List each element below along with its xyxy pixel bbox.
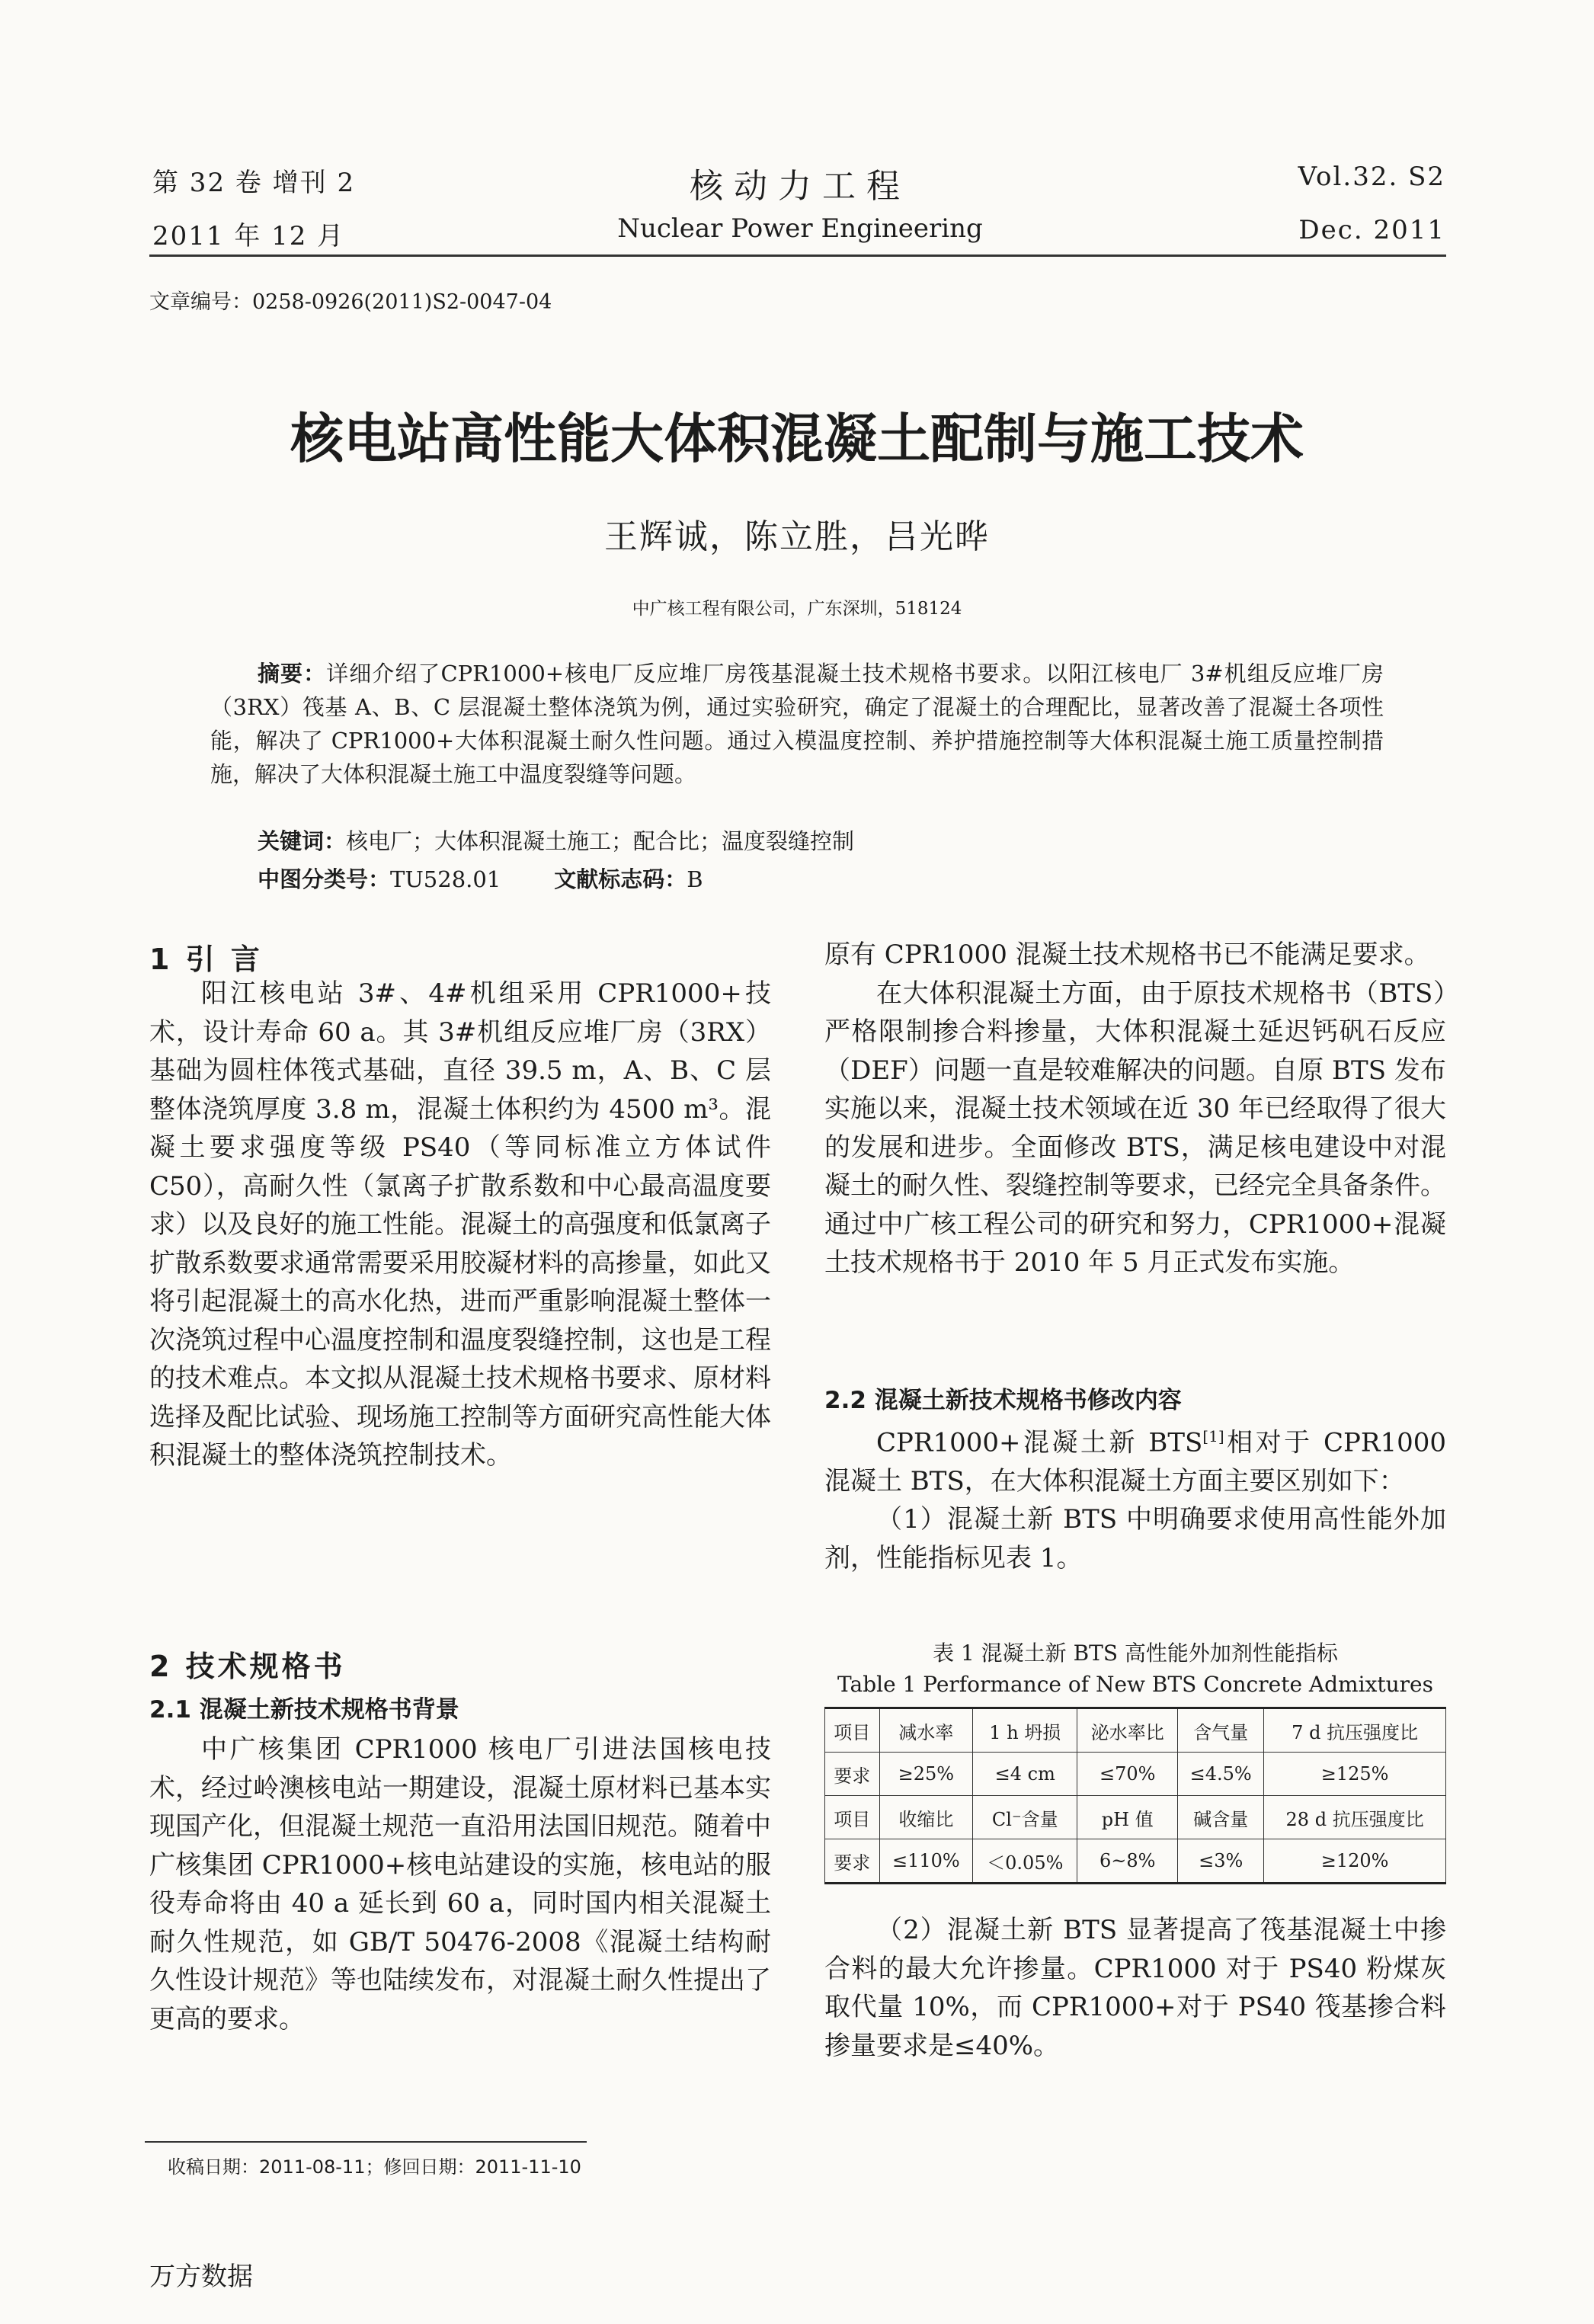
citation-ref: [1] bbox=[1202, 1427, 1224, 1445]
bts-paragraph: 在大体积混凝土方面，由于原技术规格书（BTS）严格限制掺合料掺量，大体积混凝土延迟钙矾石反应（DEF）问题一直是较难解决的问题。自原 BTS 发布实施以来，混凝土技术领域在近 30 年已经取得了很大的发展和进步。全面修改 BTS，满足核电建设中对混凝土的耐久性、裂缝控制等要求，已经完全具备条件。通过中广核工程公司的研究和努力，CPR1000+混凝土技术规格书于 2010 年 5 月正式发布实施。 bbox=[824, 978, 1446, 1278]
header-date-cn: 2011 年 12 月 bbox=[152, 221, 345, 251]
doc-code: B bbox=[687, 866, 703, 892]
right-column-body bbox=[824, 936, 1446, 1282]
watermark-text: 万方数据 bbox=[149, 2262, 253, 2292]
section-2-2-heading: 2.2 混凝土新技术规格书修改内容 bbox=[824, 1387, 1182, 1414]
page-title: 核电站高性能大体积混凝土配制与施工技术 bbox=[290, 408, 1304, 470]
header-journal-en: Nuclear Power Engineering bbox=[617, 213, 983, 244]
keywords-label: 关键词： bbox=[258, 828, 347, 854]
clc-code: TU528.01 bbox=[390, 866, 501, 892]
difference-paragraph: CPR1000+混凝土新 BTS[1]相对于 CPR1000 混凝土 BTS，在大体积混凝土方面主要区别如下： bbox=[824, 1427, 1446, 1497]
clc-label: 中图分类号： bbox=[258, 866, 391, 892]
header-journal-cn: 核动力工程 bbox=[690, 167, 911, 206]
section-2-1-heading: 2.1 混凝土新技术规格书背景 bbox=[149, 1696, 459, 1724]
authors: 王辉诚，陈立胜，吕光晔 bbox=[604, 517, 990, 556]
abstract-text: 详细介绍了CPR1000+核电厂反应堆厂房筏基混凝土技术规格书要求。以阳江核电厂 3#机组反应堆厂房（3RX）筏基 A、B、C 层混凝土整体浇筑为例，通过实验研究，确定了混凝土的合理配比，显著改善了混凝土各项性能，解决了 CPR1000+大体积混凝土耐久性问题。通过入模温度控制、养护措施控制等大体积混凝土施工质量控制措施，解决了大体积混凝土施工中温度裂缝等问题。 bbox=[210, 661, 1384, 787]
header-rule bbox=[149, 254, 1446, 257]
section-2-1-paragraph: 中广核集团 CPR1000 核电厂引进法国核电技术，经过岭澳核电站一期建设，混凝土原材料已基本实现国产化，但混凝土规范一直沿用法国旧规范。随着中广核集团 CPR1000+核电站建设的实施，核电站的服役寿命将由 40 a 延长到 60 a，同时国内相关混凝土耐久性规范，如 GB/T 50476-2008《混凝土结构耐久性设计规范》等也陆续发布，对混凝土耐久性提出了更高的要求。 bbox=[149, 1734, 771, 2034]
affiliation: 中广核工程有限公司，广东深圳，518124 bbox=[632, 599, 962, 619]
table-1-caption-cn: 表 1 混凝土新 BTS 高性能外加剂性能指标 bbox=[933, 1641, 1338, 1666]
section-1-body bbox=[149, 975, 771, 1475]
table-1 bbox=[824, 1707, 1446, 1884]
table-row: 要求 ≥25% ≤4 cm ≤70% ≤4.5% ≥125% bbox=[825, 1753, 1446, 1796]
item-2-paragraph: （2）混凝土新 BTS 显著提高了筏基混凝土中掺合料的最大允许掺量。CPR1000 对于 PS40 粉煤灰取代量 10%，而 CPR1000+对于 PS40 筏基掺合料掺量要求是≤40%。 bbox=[824, 1915, 1446, 2061]
section-2-heading: 2 技术规格书 bbox=[149, 1650, 346, 1683]
header-vol-en: Vol.32. S2 bbox=[1298, 162, 1445, 192]
table-row: 要求 ≤110% ＜0.05% 6~8% ≤3% ≥120% bbox=[825, 1839, 1446, 1884]
section-1-heading: 1 引 言 bbox=[149, 943, 263, 976]
continued-paragraph: 原有 CPR1000 混凝土技术规格书已不能满足要求。 bbox=[824, 940, 1430, 970]
section-2-1-body bbox=[149, 1730, 771, 2038]
header-volume: 第 32 卷 增刊 2 bbox=[152, 168, 356, 198]
footnote-rule bbox=[145, 2141, 587, 2143]
article-number: 文章编号：0258-0926(2011)S2-0047-04 bbox=[149, 290, 552, 314]
doc-code-label: 文献标志码： bbox=[554, 866, 687, 892]
table-row: 项目 减水率 1 h 坍损 泌水率比 含气量 7 d 抗压强度比 bbox=[825, 1708, 1446, 1753]
item-1-paragraph: （1）混凝土新 BTS 中明确要求使用高性能外加剂，性能指标见表 1。 bbox=[824, 1504, 1446, 1573]
section-1-paragraph: 阳江核电站 3#、4#机组采用 CPR1000+技术，设计寿命 60 a。其 3#机组反应堆厂房（3RX）基础为圆柱体筏式基础，直径 39.5 m，A、B、C 层整体浇筑厚度 3.8 m，混凝土体积约为 4500 m³。混凝土要求强度等级 PS40（等同标准立方体试件 C50），高耐久性（氯离子扩散系数和中心最高温度要求）以及良好的施工性能。混凝土的高强度和低氯离子扩散系数要求通常需要采用胶凝材料的高掺量，如此又将引起混凝土的高水化热，进而严重影响混凝土整体一次浇筑过程中心温度控制和温度裂缝控制，这也是工程的技术难点。本文拟从混凝土技术规格书要求、原材料选择及配比试验、现场施工控制等方面研究高性能大体积混凝土的整体浇筑控制技术。 bbox=[149, 978, 771, 1471]
abstract-label: 摘要： bbox=[258, 661, 327, 687]
section-2-2-body bbox=[824, 1417, 1446, 1577]
footnote-dates: 收稿日期：2011-08-11；修回日期：2011-11-10 bbox=[168, 2156, 581, 2178]
table-1-caption-en: Table 1 Performance of New BTS Concrete Admixtures bbox=[837, 1672, 1433, 1697]
table-row: 项目 收缩比 Cl⁻含量 pH 值 碱含量 28 d 抗压强度比 bbox=[825, 1796, 1446, 1839]
keywords-text: 核电厂；大体积混凝土施工；配合比；温度裂缝控制 bbox=[346, 828, 855, 854]
classification bbox=[258, 863, 703, 896]
item-2-body bbox=[824, 1911, 1446, 2065]
abstract bbox=[210, 657, 1384, 791]
keywords bbox=[258, 824, 854, 858]
header-date-en: Dec. 2011 bbox=[1298, 215, 1445, 245]
